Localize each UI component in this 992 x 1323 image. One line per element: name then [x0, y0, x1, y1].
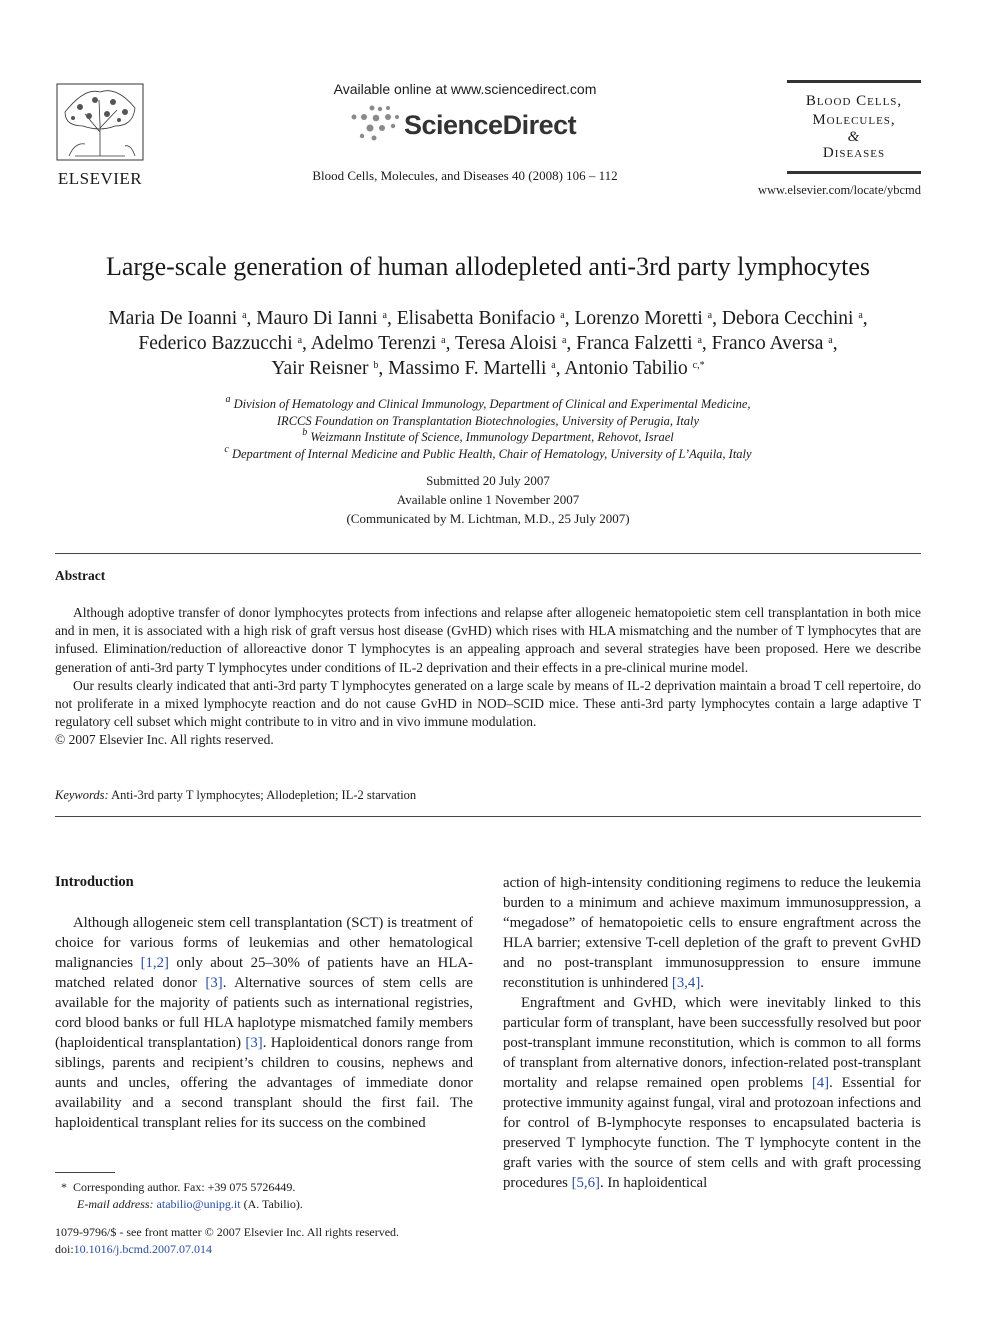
article-dates: [40, 471, 936, 528]
abstract-paragraph: Our results clearly indicated that anti-3rd party T lymphocytes generated on a large scale by means of IL-2 deprivation maintain a broad T cell repertoire, do not proliferate in a mixed lymphocyte reaction and do not cause GvHD in NOD–SCID mice. These anti-3rd party lymphocytes contain a large adaptive T regulatory cell subset which might contribute to in vitro and in vivo immune modulation.: [55, 677, 921, 730]
body-paragraph: Although allogeneic stem cell transplantation (SCT) is treatment of choice for various forms of leukemias and other hematological malignancies [1,2] only about 25–30% of patients have an HLA-matched related donor [3]. Alternative sources of stem cells are available for the majority of patients such as international registries, cord blood banks or full HLA haplotype mismatched family members (haploidentical transplantation) [3]. Haploidentical donors range from siblings, parents and recipient’s children to cousins, nephews and aunts and uncles, offering the advantages of immediate donor availability and a second transplant should the first fail. The haploidentical transplant relies for its success on the combined: [55, 915, 473, 1131]
elsevier-tree-icon: [55, 82, 145, 162]
author-affiliation-sup: a: [858, 310, 863, 321]
elsevier-logo: [55, 82, 145, 188]
abstract-body: [55, 604, 921, 750]
citation-link[interactable]: [3]: [245, 1035, 263, 1051]
available-online-text[interactable]: Available online at www.sciencedirect.com: [333, 81, 597, 97]
right-column: [503, 873, 921, 1193]
citation-link[interactable]: [1,2]: [140, 955, 169, 971]
author-affiliation-sup: c,*: [692, 360, 705, 371]
left-column: [55, 913, 473, 1133]
author-name[interactable]: Yair Reisner: [271, 358, 369, 379]
article-title: Large-scale generation of human allodepleted anti-3rd party lymphocytes: [105, 252, 871, 281]
journal-title-line: Molecules,: [812, 112, 896, 128]
citation-link[interactable]: [5,6]: [571, 1175, 600, 1191]
author-line: Yair Reisner $^b$, Massimo F. Martelli $^a$, Antonio Tabilio $^{c,*}$: [271, 358, 705, 379]
author-affiliation-sup: a: [382, 310, 387, 321]
author-affiliation-sup: a: [828, 335, 833, 346]
email-link[interactable]: atabilio@unipg.it: [156, 1197, 241, 1211]
corresponding-footnote: * Corresponding author. Fax: +39 075 5726449. E-mail address: atabilio@unipg.it (A. Tabilio).: [61, 1180, 303, 1211]
submitted-date: Submitted 20 July 2007: [426, 473, 550, 488]
author-affiliation-sup: a: [560, 310, 565, 321]
journal-title-line: &: [847, 129, 861, 145]
abstract-heading: Abstract: [55, 568, 106, 583]
online-date: Available online 1 November 2007: [396, 492, 580, 507]
author-line: Maria De Ioanni $^a$, Mauro Di Ianni $^a$, Elisabetta Bonifacio $^a$, Lorenzo Moretti $^a$, Debora Cecchini $^a$,: [108, 308, 868, 329]
author-name[interactable]: Federico Bazzucchi: [138, 333, 293, 354]
author-list: [40, 306, 936, 381]
author-name[interactable]: Franco Aversa: [711, 333, 824, 354]
author-affiliation-sup: a: [551, 360, 556, 371]
author-name[interactable]: Mauro Di Ianni: [256, 308, 378, 329]
author-name[interactable]: Maria De Ioanni: [108, 308, 238, 329]
affiliation-item: $^a$ Division of Hematology and Clinical Immunology, Department of Clinical and Experimental Medicine,: [225, 394, 751, 411]
sciencedirect-wordmark: ScienceDirect: [404, 110, 577, 140]
citation-link[interactable]: [4]: [811, 1075, 830, 1091]
author-name[interactable]: Adelmo Terenzi: [310, 333, 437, 354]
affiliation-list: [40, 396, 936, 462]
copyright-line: © 2007 Elsevier Inc. All rights reserved.: [55, 732, 274, 748]
author-line: Federico Bazzucchi $^a$, Adelmo Terenzi $^a$, Teresa Aloisi $^a$, Franca Falzetti $^a$, Franco Aversa $^a$,: [138, 333, 838, 354]
keywords-label: Keywords:: [55, 788, 109, 802]
keywords-text: Anti-3rd party T lymphocytes; Allodepletion; IL-2 starvation: [111, 788, 417, 802]
affiliation-item: $^b$ Weizmann Institute of Science, Immunology Department, Rehovot, Israel: [302, 427, 674, 444]
communicated-by: (Communicated by M. Lichtman, M.D., 25 July 2007): [346, 511, 630, 526]
author-name[interactable]: Massimo F. Martelli: [388, 358, 547, 379]
author-affiliation-sup: b: [373, 360, 379, 371]
author-name[interactable]: Debora Cecchini: [721, 308, 854, 329]
footnote-divider: [55, 1172, 115, 1173]
citation-link[interactable]: [3]: [205, 975, 223, 991]
author-name[interactable]: Lorenzo Moretti: [574, 308, 703, 329]
journal-title-block: [787, 80, 921, 174]
sciencedirect-logo[interactable]: [348, 104, 588, 144]
front-matter: 1079-9796/$ - see front matter © 2007 Elsevier Inc. All rights reserved. doi:10.1016/j.bcmd.2007.07.014: [55, 1224, 495, 1258]
author-name[interactable]: Antonio Tabilio: [564, 358, 688, 379]
publisher-name: ELSEVIER: [57, 169, 143, 188]
issn-line: 1079-9796/$ - see front matter © 2007 Elsevier Inc. All rights reserved.: [55, 1225, 400, 1239]
journal-citation: Blood Cells, Molecules, and Diseases 40 (2008) 106 – 112: [312, 168, 618, 183]
author-affiliation-sup: a: [697, 335, 702, 346]
divider: [55, 553, 921, 554]
introduction-heading: Introduction: [55, 874, 134, 890]
author-affiliation-sup: a: [441, 335, 446, 346]
doi-link[interactable]: 10.1016/j.bcmd.2007.07.014: [73, 1242, 212, 1256]
journal-title-line: Blood Cells,: [805, 93, 903, 109]
citation-link[interactable]: [3,4]: [671, 975, 701, 991]
journal-title-line: Diseases: [822, 145, 886, 161]
abstract-paragraph: Although adoptive transfer of donor lymphocytes protects from infections and relapse after allogeneic hematopoietic stem cell transplantation in both mice and in men, it is associated with a high risk of graft versus host disease (GvHD) which rises with HLA mismatching and the number of T lymphocytes that are infused. Elimination/reduction of alloreactive donor T lymphocytes is an appealing approach and several strategies have been proposed. Here we describe generation of anti-3rd party T lymphocytes under conditions of IL-2 deprivation and their effects in a pre-clinical murine model.: [55, 605, 921, 675]
body-paragraph: Engraftment and GvHD, which were inevitably linked to this particular form of transplant, have been successfully resolved but poor post-transplant immune reconstitution, which is common to all forms of transplant from alternative donors, infection-related post-transplant mortality and relapse remained open problems [4]. Essential for protective immunity against fungal, viral and protozoan infections and for control of B-lymphocyte responses to encapsulated bacteria is preserved T lymphocyte function. The T lymphocyte content in the graft varies with the source of stem cells and with graft processing procedures [5,6]. In haploidentical: [503, 995, 921, 1191]
corresponding-author-note: Corresponding author. Fax: +39 075 5726449.: [73, 1180, 296, 1194]
author-name[interactable]: Elisabetta Bonifacio: [396, 308, 556, 329]
author-affiliation-sup: a: [561, 335, 567, 346]
body-paragraph: action of high-intensity conditioning regimens to reduce the leukemia burden to a minimum and achieve maximum immunosuppression, a “megadose” of hematopoietic cells to ensure engraftment across the HLA barrier; extensive T-cell depletion of the graft to prevent GvHD and no post-transplant immunosuppression to ensure immune reconstitution is unhindered [3,4].: [503, 875, 921, 991]
sciencedirect-dots-icon: [348, 104, 400, 142]
journal-url[interactable]: www.elsevier.com/locate/ybcmd: [757, 183, 921, 197]
author-name[interactable]: Franca Falzetti: [576, 333, 693, 354]
keywords: [55, 788, 416, 803]
author-affiliation-sup: a: [297, 335, 303, 346]
divider: [55, 816, 921, 817]
affiliation-item: IRCCS Foundation on Transplantation Biotechnologies, University of Perugia, Italy: [276, 413, 700, 428]
author-name[interactable]: Teresa Aloisi: [454, 333, 558, 354]
author-affiliation-sup: a: [707, 310, 713, 321]
author-affiliation-sup: a: [242, 310, 247, 321]
affiliation-item: $^c$ Department of Internal Medicine and Public Health, Chair of Hematology, University of L’Aquila, Italy: [224, 443, 752, 461]
